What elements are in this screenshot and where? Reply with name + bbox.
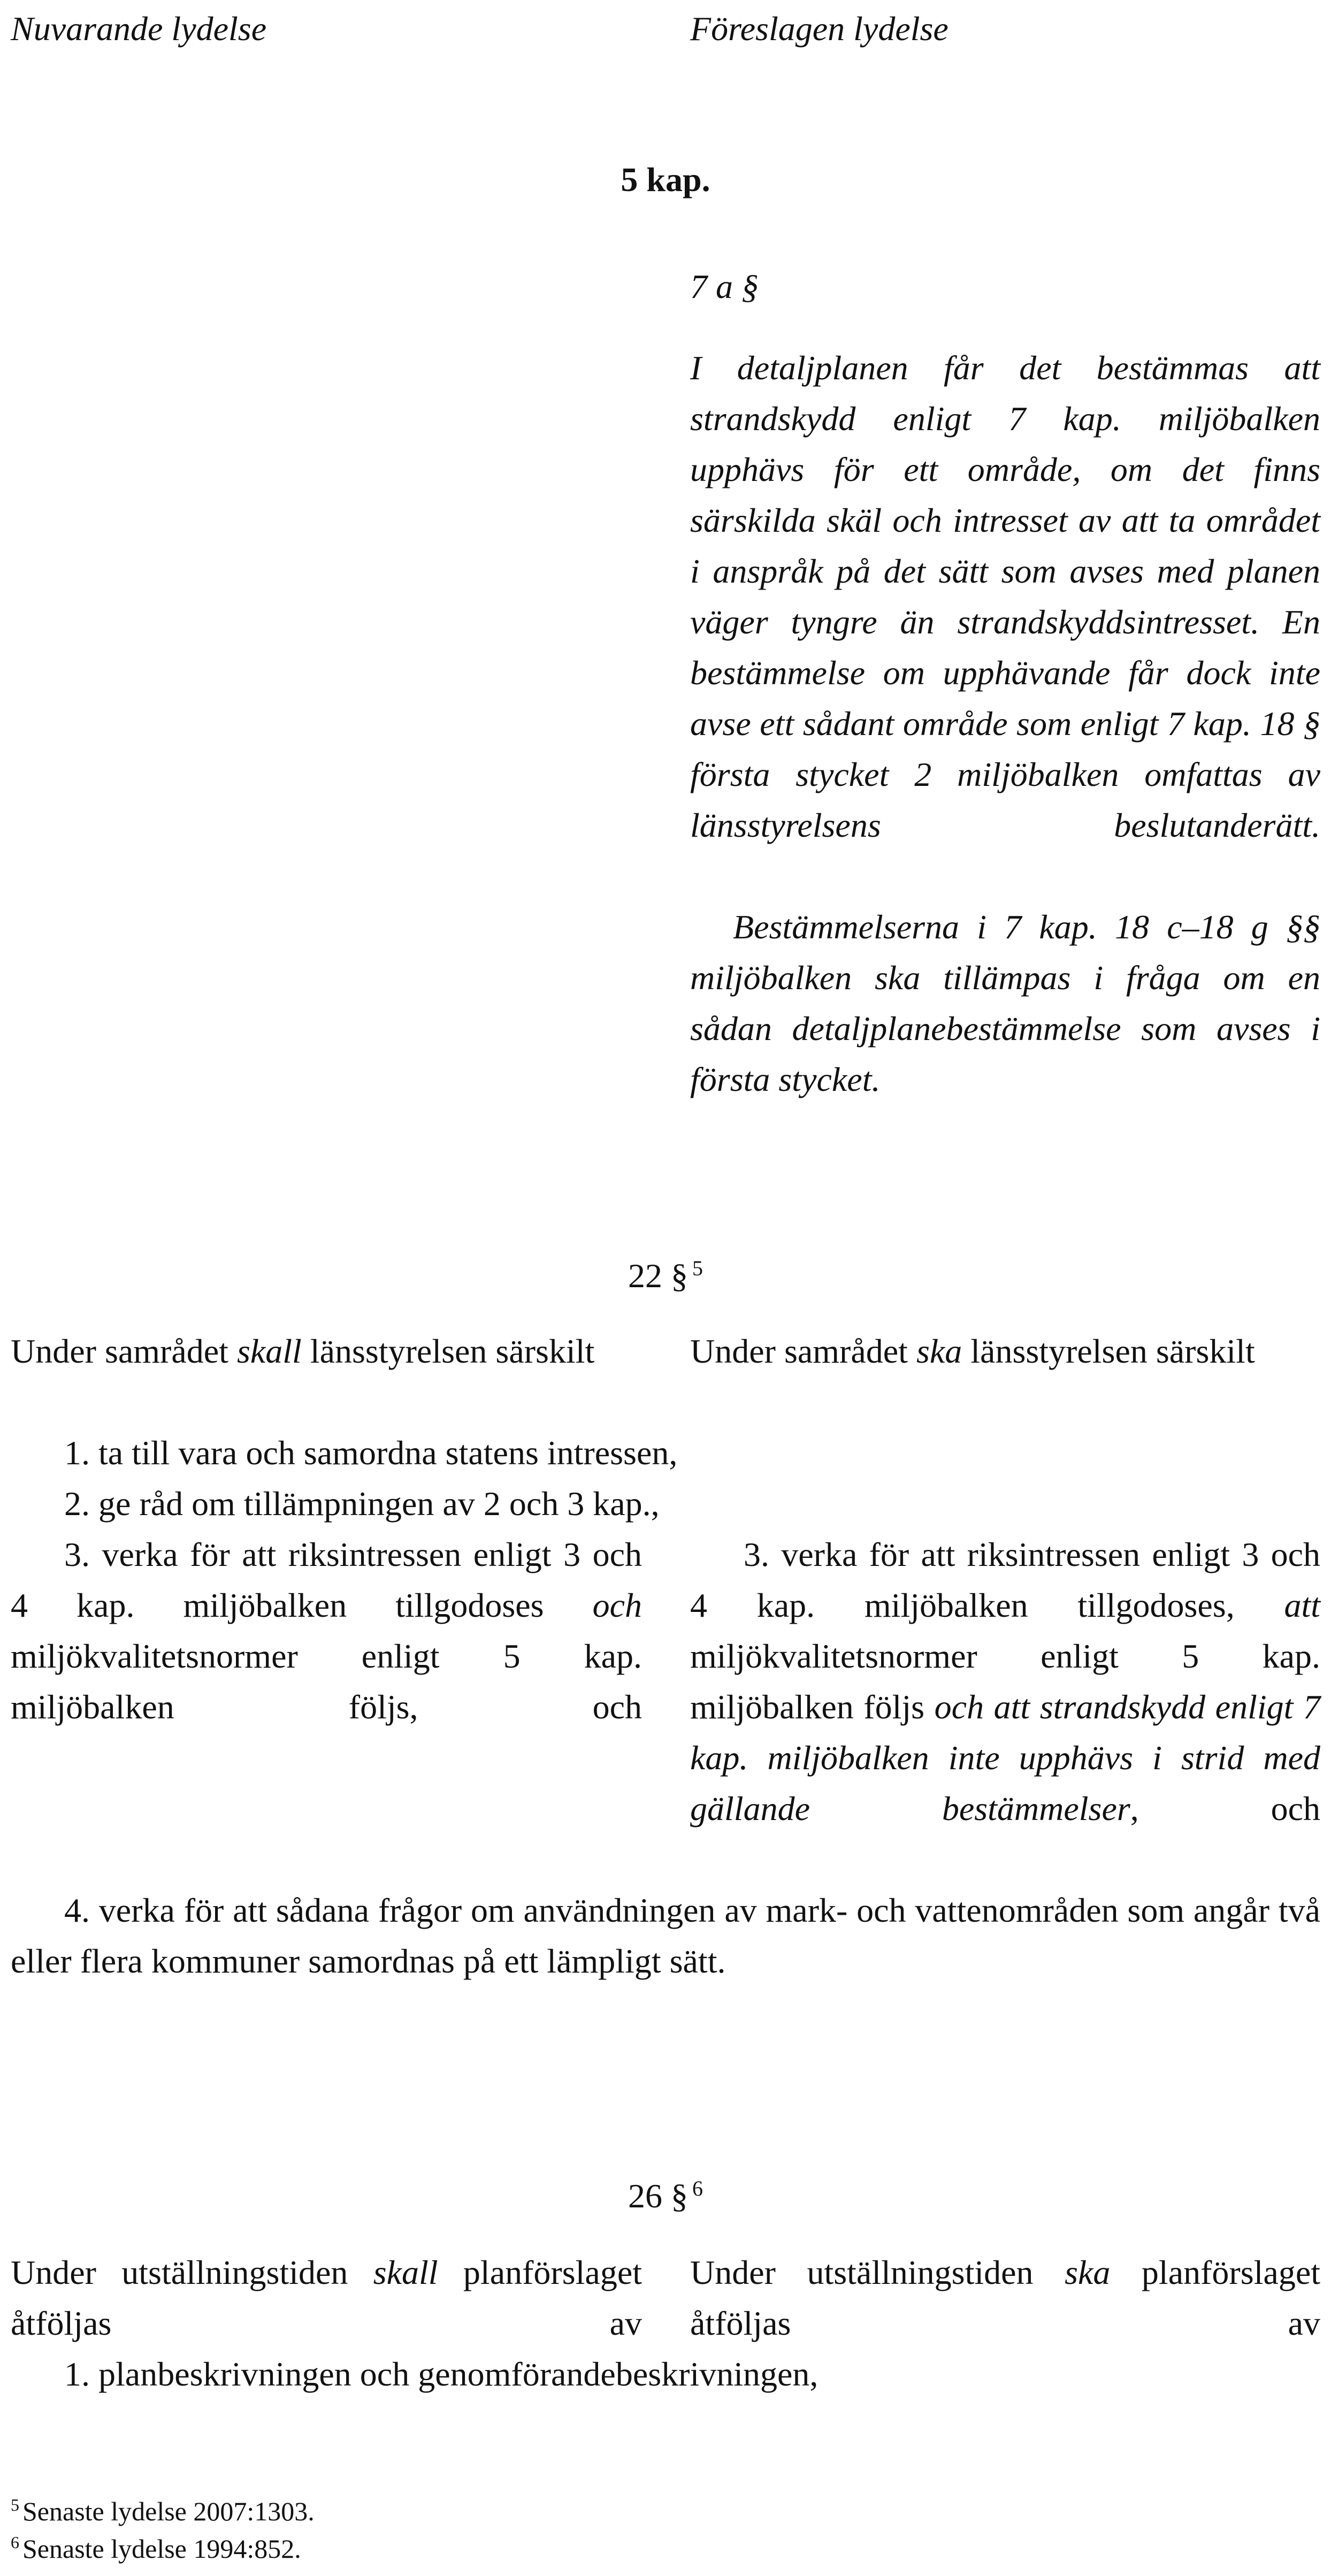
section-7a-paragraph-2 (690, 901, 1320, 1105)
text-run: Under samrådet (11, 1332, 237, 1370)
text-run: planförslaget åtföljas av (11, 2253, 642, 2342)
section-22-title: 22 § (628, 1257, 688, 1295)
section-7a-title: 7 a § (690, 267, 759, 305)
text-run: miljökvalitetsnormer enligt 5 kap. miljöbalken följs (690, 1637, 1320, 1726)
footnote-5-text: Senaste lydelse 2007:1303. (22, 2496, 315, 2526)
text-run: länsstyrelsen särskilt (962, 1332, 1255, 1370)
section-26-title: 26 § (628, 2177, 688, 2215)
text-run-italic: att (1284, 1586, 1320, 1624)
footnote-6-mark: 6 (11, 2533, 19, 2552)
section-7a-paragraph-1-text: I detaljplanen får det bestämmas att strandskydd enligt 7 kap. miljöbalken upphävs för ett område, om det finns särskilda skäl och intresset av att ta området i anspråk på det sätt som avses med planen väger tyngre än strandskyddsintresset. En bestämmelse om upphävande får dock inte avse ett sådant område som enligt 7 kap. 18 § första stycket 2 miljöbalken omfattas av länsstyrelsens beslutanderätt. (690, 349, 1320, 844)
section-22-heading (0, 1255, 1331, 1297)
footnote-5-mark: 5 (11, 2495, 19, 2515)
section-22-left-item-3 (11, 1529, 642, 1732)
text-run: 3. verka för att riksintressen enligt 3 och 4 kap. miljöbalken tillgodoses, (690, 1535, 1320, 1624)
section-26-heading (0, 2175, 1331, 2218)
footnote-6-text: Senaste lydelse 1994:852. (22, 2534, 301, 2564)
text-run-italic: ska (1065, 2253, 1111, 2291)
text-run: länsstyrelsen särskilt (301, 1332, 595, 1370)
text-run: Under samrådet (690, 1332, 916, 1370)
text-run-italic: skall (236, 1332, 302, 1370)
section-26-item-1: 1. planbeskrivningen och genomförandebeskrivningen, (64, 2355, 819, 2393)
column-header-current: Nuvarande lydelse (11, 10, 267, 48)
section-26-right-intro (690, 2247, 1320, 2349)
text-run: miljökvalitetsnormer enligt 5 kap. miljöbalken följs, och (11, 1637, 642, 1726)
section-22-item-2: 2. ge råd om tillämpningen av 2 och 3 kap., (64, 1485, 660, 1523)
text-run: planförslaget åtföljas av (690, 2253, 1321, 2342)
text-run: Under utställningstiden (11, 2253, 373, 2291)
section-22-right-item-3 (690, 1529, 1320, 1834)
section-22-left-intro (11, 1326, 642, 1377)
section-22-right-intro (690, 1326, 1320, 1377)
section-7a-paragraph-2-text: Bestämmelserna i 7 kap. 18 c–18 g §§ miljöbalken ska tillämpas i fråga om en sådan detaljplanebestämmelse som avses i första stycket. (690, 908, 1320, 1098)
section-22-item-4: 4. verka för att sådana frågor om användningen av mark- och vattenområden som angår två eller flera kommuner samordnas på ett lämpligt sätt. (11, 1891, 1320, 1980)
chapter-heading: 5 kap. (621, 160, 710, 198)
footnote-ref-5: 5 (692, 1256, 703, 1280)
text-run-italic: och (592, 1586, 642, 1624)
footnote-6 (11, 2531, 301, 2567)
text-run: Under utställningstiden (690, 2253, 1065, 2291)
column-header-proposed: Föreslagen lydelse (690, 10, 948, 48)
text-run: 3. verka för att riksintressen enligt 3 och 4 kap. miljöbalken tillgodoses (11, 1535, 642, 1624)
section-26-left-intro (11, 2247, 642, 2349)
text-run-italic: och att strandskydd enligt 7 kap. miljöbalken inte upphävs i strid med gällande bestämmelser (690, 1688, 1320, 1828)
text-run: , och (1130, 1790, 1320, 1828)
section-22-item-1: 1. ta till vara och samordna statens intressen, (64, 1434, 678, 1472)
section-7a-paragraph-1 (690, 342, 1320, 851)
footnote-5 (11, 2493, 315, 2529)
footnote-ref-6: 6 (692, 2176, 703, 2200)
text-run-italic: skall (373, 2253, 438, 2291)
text-run-italic: ska (916, 1332, 962, 1370)
